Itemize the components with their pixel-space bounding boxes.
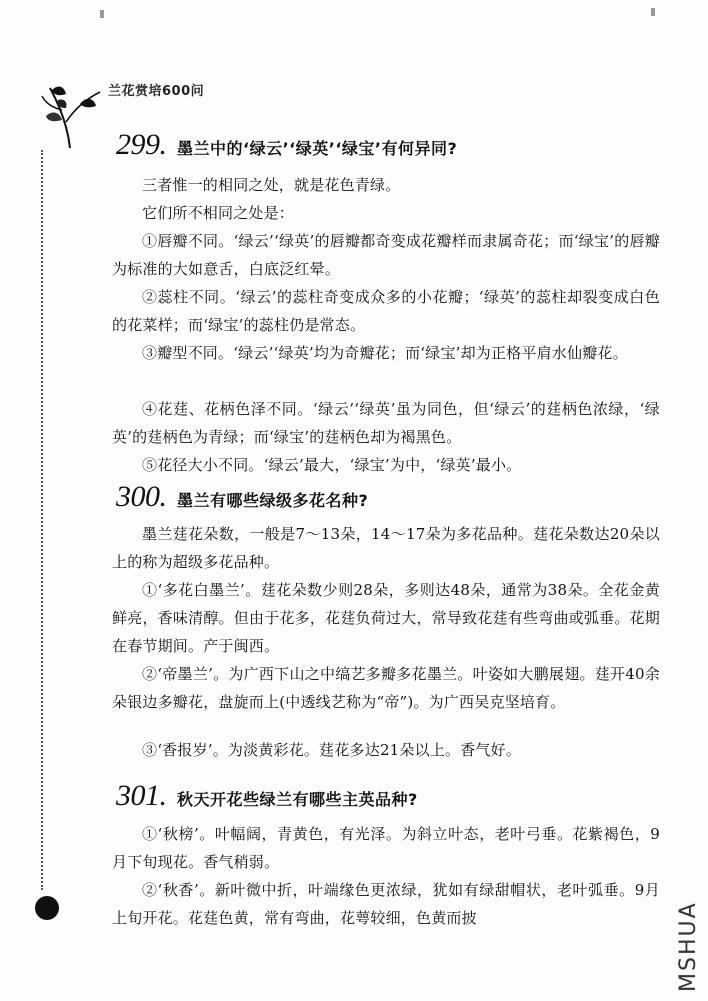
- orchid-illustration-icon: [40, 70, 104, 150]
- paragraph: ①‘秋榜’。叶幅阔，青黄色，有光泽。为斜立叶态，老叶弓垂。花紫褐色，9月下旬现花。香气稍弱。: [112, 825, 660, 871]
- paragraph: 墨兰莛花朵数，一般是7～13朵，14～17朵为多花品种。莛花朵数达20朵以上的称为超级多花品种。: [112, 525, 660, 571]
- question-title: 秋天开花些绿兰有哪些主英品种?: [177, 790, 418, 809]
- paragraph: ④花莛、花柄色泽不同。‘绿云’‘绿英’虽为同色，但‘绿云’的莛柄色浓绿，‘绿英’的莛柄色为青绿；而‘绿宝’的莛柄色却为褐黑色。: [112, 400, 660, 446]
- paragraph: ①‘多花白墨兰’。莛花朵数少则28朵，多则达48朵，通常为38朵。全花金黄鲜亮，香味清醇。但由于花多，花莛负荷过大，常导致花莛有些弯曲或弧垂。花期在春节期间。产于闽西。: [112, 581, 660, 655]
- question-title: 墨兰中的‘绿云’‘绿英’‘绿宝’有何异同?: [177, 139, 458, 158]
- punch-hole: [35, 896, 59, 920]
- paragraph: ③瓣型不同。‘绿云’‘绿英’均为奇瓣花；而‘绿宝’却为正格平肩水仙瓣花。: [142, 344, 628, 362]
- question-heading: 301 . 秋天开花些绿兰有哪些主英品种?: [116, 779, 418, 812]
- scan-mark: [651, 8, 655, 16]
- watermark: [670, 884, 700, 994]
- watermark-text: MSHUA: [676, 901, 701, 992]
- paragraph: 三者惟一的相同之处，就是花色青绿。: [142, 176, 401, 194]
- question-title: 墨兰有哪些绿级多花名种?: [177, 491, 369, 510]
- paragraph: ①唇瓣不同。‘绿云’‘绿英’的唇瓣都奇变成花瓣样而隶属奇花；而‘绿宝’的唇瓣为标准的大如意舌，白底泛红晕。: [112, 232, 660, 278]
- paragraph: ②‘帝墨兰’。为广西下山之中缟艺多瓣多花墨兰。叶姿如大鹏展翅。莛开40余朵银边多瓣花，盘旋而上(中透线艺称为“帝”)。为广西吴克坚培育。: [112, 665, 660, 711]
- running-header: 兰花赏培600问: [108, 84, 205, 99]
- paragraph: ⑤花径大小不同。‘绿云’最大，‘绿宝’为中，‘绿英’最小。: [142, 456, 522, 474]
- paragraph: ②‘秋香’。新叶微中折，叶端缘色更浓绿，犹如有绿甜帽状，老叶弧垂。9月上旬开花。花莛色黄，常有弯曲，花萼较细，色黄而披: [112, 881, 660, 927]
- paragraph: 它们所不相同之处是：: [142, 204, 295, 222]
- question-heading: 299 . 墨兰中的‘绿云’‘绿英’‘绿宝’有何异同?: [116, 128, 458, 161]
- paragraph: ②蕊柱不同。‘绿云’的蕊柱奇变成众多的小花瓣；‘绿英’的蕊柱却裂变成白色的花菜样；而‘绿宝’的蕊柱仍是常态。: [112, 288, 660, 334]
- scan-mark: [100, 10, 104, 18]
- question-number: 299: [116, 128, 160, 161]
- paragraph: ③‘香报岁’。为淡黄彩花。莛花多达21朵以上。香气好。: [142, 741, 522, 759]
- question-number: 301: [116, 779, 160, 812]
- binding-margin-line: [41, 150, 43, 890]
- question-number: 300: [116, 480, 160, 513]
- question-heading: 300 . 墨兰有哪些绿级多花名种?: [116, 480, 369, 513]
